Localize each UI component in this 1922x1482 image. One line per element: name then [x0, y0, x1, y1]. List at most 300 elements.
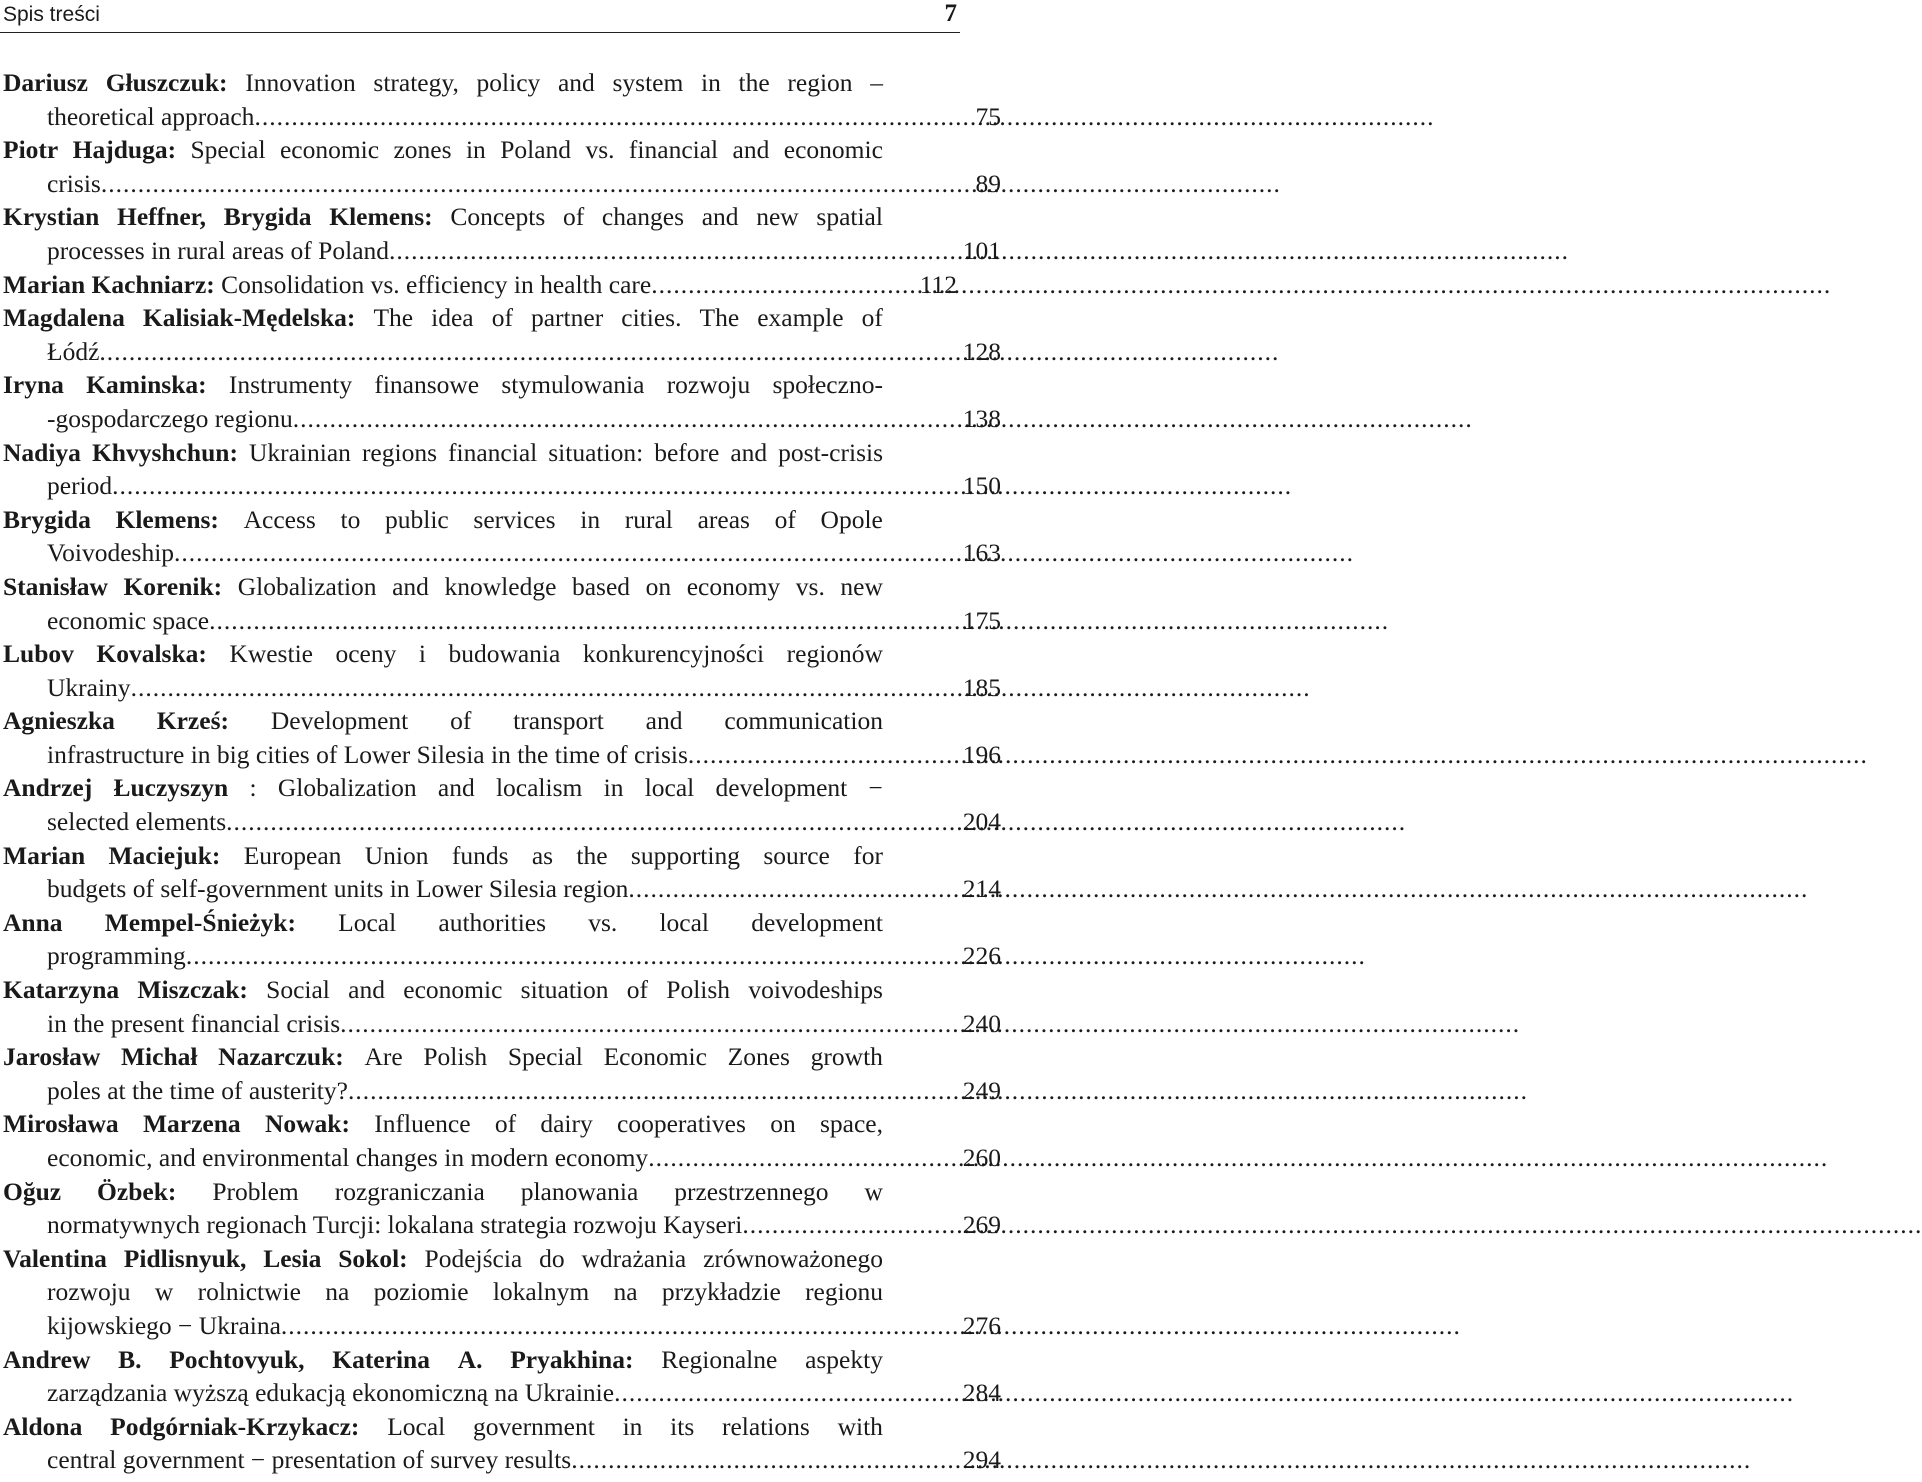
- toc-entry[interactable]: [3, 200, 1001, 267]
- toc-entry-title-word: Local: [387, 1411, 446, 1441]
- toc-entry[interactable]: [3, 704, 1001, 771]
- toc-entry-author-word: Katerina: [332, 1344, 430, 1374]
- toc-entry-title-word: Regionalne: [661, 1344, 778, 1374]
- toc-entry-first-line: [3, 771, 883, 805]
- toc-entry-title-word: aspekty: [805, 1344, 883, 1374]
- toc-entry-title-word: communication: [724, 706, 883, 736]
- toc-entry-title-word: lokalnym: [492, 1277, 590, 1307]
- toc-entry-page[interactable]: 269: [962, 1210, 1001, 1240]
- toc-entry-title-word: European: [243, 840, 342, 870]
- toc-entry-title-word: oceny: [335, 639, 397, 669]
- toc-entry-last-line: [3, 805, 1001, 839]
- toc-entry-title-word: Are: [364, 1042, 403, 1072]
- toc-entry-title: economic space: [47, 605, 210, 635]
- toc-entry-last-line: [3, 1443, 1001, 1477]
- toc-entry-title-word: space,: [819, 1109, 883, 1139]
- toc-entry[interactable]: [3, 301, 1001, 368]
- toc-entry-title-word: post-crisis: [778, 437, 883, 467]
- toc-entry-author-word: Łuczyszyn: [113, 773, 229, 803]
- toc-entry[interactable]: [3, 1343, 1001, 1410]
- toc-entry-title-word: source: [763, 840, 830, 870]
- toc-entry-author-word: Krześ:: [156, 706, 229, 736]
- toc-entry-title-word: planowania: [520, 1176, 639, 1206]
- toc-entry-last-line: [3, 536, 1001, 570]
- toc-entry-last-line: [3, 469, 1001, 503]
- toc-entry-last-line: [3, 100, 1001, 134]
- toc-entry-title-word: before: [654, 437, 720, 467]
- toc-entry-title-word: strategy,: [373, 68, 459, 97]
- dot-leader: [614, 1376, 925, 1410]
- toc-entry-title-word: knowledge: [444, 571, 557, 601]
- toc-entry-title-text: [47, 536, 174, 570]
- toc-entry-title-word: development: [715, 773, 848, 803]
- toc-entry-title-text: [47, 469, 112, 503]
- toc-entry-page[interactable]: 112: [919, 269, 957, 299]
- dot-leader: [254, 100, 925, 134]
- toc-entry-author-word: Kalisiak-Mędelska:: [142, 303, 356, 333]
- toc-entry-author-word: Nadiya: [3, 437, 81, 467]
- dot-leader: [226, 805, 925, 839]
- toc-entry-title-text: [47, 1074, 348, 1108]
- toc-entry-author-word: Krystian: [3, 202, 100, 232]
- toc-entry-title-word: of: [562, 202, 585, 232]
- toc-entry-author-word: Valentina: [3, 1243, 107, 1273]
- toc-entry[interactable]: [3, 268, 957, 302]
- toc-entry-title-word: Special: [190, 135, 266, 165]
- dot-leader: [101, 167, 925, 201]
- toc-entry-page[interactable]: 75: [975, 101, 1001, 131]
- toc-entry-title-word: economic: [783, 135, 883, 165]
- toc-entry-title: processes in rural areas of Poland: [47, 235, 390, 265]
- dot-leader: [688, 738, 925, 772]
- toc-entry-title-word: Innovation: [245, 68, 356, 97]
- toc-entry-first-line: [3, 1410, 883, 1444]
- toc-entry-title-word: Instrumenty: [228, 370, 353, 400]
- toc-entry-first-line: [3, 839, 883, 873]
- toc-entry-title-word: regions: [361, 437, 438, 467]
- toc-entry-title-text: [47, 671, 131, 705]
- toc-entry[interactable]: [3, 906, 1001, 973]
- toc-entry-title-text: [3, 268, 651, 302]
- toc-entry-first-line: [3, 200, 883, 234]
- toc-entry-title: poles at the time of austerity?: [47, 1075, 348, 1105]
- toc-entry-title-word: growth: [810, 1042, 883, 1072]
- toc-entry-last-line: [3, 1074, 1001, 1108]
- toc-entry[interactable]: [3, 1410, 1001, 1477]
- toc-entry-author-word: Özbek:: [97, 1176, 177, 1206]
- toc-entry-title: Ukrainy: [47, 672, 131, 702]
- toc-entry-page[interactable]: 240: [962, 1008, 1001, 1038]
- toc-entry-first-line: [3, 906, 883, 940]
- toc-entry-author-word: Mirosława: [3, 1109, 119, 1139]
- toc-entry-title-word: budowania: [448, 639, 561, 669]
- dot-leader: [131, 671, 925, 705]
- toc-entry-last-line: [3, 335, 1001, 369]
- toc-entry-title-word: społeczno-: [772, 370, 883, 400]
- dot-leader: [651, 268, 881, 302]
- toc-entry-title-word: and: [437, 773, 475, 803]
- toc-entry-title-word: :: [249, 773, 257, 803]
- toc-entry-title: zarządzania wyższą edukacją ekonomiczną na Ukrainie: [47, 1378, 615, 1408]
- toc-entry-author-word: Marian: [3, 840, 86, 870]
- toc-entry-title: infrastructure in big cities of Lower Silesia in the time of crisis: [47, 739, 688, 769]
- toc-entry-title-word: Podejścia: [424, 1243, 523, 1273]
- toc-entry-page[interactable]: 128: [962, 336, 1001, 366]
- toc-entry-title-word: and: [645, 706, 683, 736]
- toc-entry-title-word: rozwoju: [47, 1277, 131, 1307]
- toc-entry-author-word: Jarosław: [3, 1042, 101, 1072]
- toc-entry-last-line: [3, 234, 1001, 268]
- toc-entry-title-word: of: [494, 1109, 517, 1139]
- toc-entry-title-word: in: [701, 68, 721, 97]
- toc-entry-first-line: [3, 1040, 883, 1074]
- running-header-title: Spis treści: [3, 3, 100, 26]
- table-of-contents: [3, 66, 1001, 1477]
- toc-entry-title: Łódź: [47, 336, 100, 366]
- toc-entry-title-word: of: [450, 706, 472, 736]
- toc-entry-page[interactable]: 204: [962, 807, 1001, 837]
- toc-entry[interactable]: [3, 503, 1001, 570]
- toc-entry-title: programming: [47, 941, 186, 971]
- toc-entry-page[interactable]: 214: [962, 874, 1001, 904]
- toc-entry-title-text: [47, 1208, 742, 1242]
- toc-entry-first-line: [3, 1107, 883, 1141]
- toc-entry-title-word: poziomie: [373, 1277, 469, 1307]
- toc-entry-title-word: Globalization: [237, 571, 377, 601]
- toc-entry-page[interactable]: 294: [962, 1445, 1001, 1475]
- toc-entry-title-word: Poland: [500, 135, 572, 165]
- toc-entry-title-word: with: [837, 1411, 883, 1441]
- toc-entry-title-word: na: [325, 1277, 350, 1307]
- toc-entry-title-word: zrównoważonego: [703, 1243, 883, 1273]
- toc-entry-title: central government − presentation of survey results: [47, 1445, 572, 1475]
- toc-entry-title-word: in: [465, 135, 486, 165]
- toc-entry-page[interactable]: 284: [962, 1378, 1001, 1408]
- toc-entry-author-word: Magdalena: [3, 303, 125, 333]
- toc-entry[interactable]: [3, 1040, 1001, 1107]
- toc-entry-title-word: Zones: [727, 1042, 790, 1072]
- toc-entry-first-line: [3, 66, 883, 100]
- dot-leader: [112, 469, 925, 503]
- toc-entry-title: kijowskiego − Ukraina: [47, 1310, 281, 1340]
- toc-entry-title-word: financial: [448, 437, 538, 467]
- toc-entry-author-word: Dariusz: [3, 68, 88, 97]
- toc-entry-title-word: na: [613, 1277, 638, 1307]
- toc-entry-first-line: [3, 436, 883, 470]
- toc-entry[interactable]: [3, 66, 1001, 133]
- toc-entry-page[interactable]: 226: [962, 941, 1001, 971]
- toc-entry[interactable]: [3, 771, 1001, 838]
- toc-entry-author-word: Lubov: [3, 639, 74, 669]
- dot-leader: [186, 939, 925, 973]
- toc-entry-author: Marian Kachniarz:: [3, 269, 215, 299]
- toc-entry-title-word: The: [699, 303, 740, 333]
- toc-entry-title-word: rozgraniczania: [334, 1176, 485, 1206]
- toc-entry-title-word: on: [770, 1109, 796, 1139]
- toc-entry-title-word: i: [418, 639, 426, 669]
- toc-entry-title-word: cities.: [621, 303, 682, 333]
- toc-entry-title-word: services: [473, 504, 556, 534]
- toc-entry-first-line: [3, 1343, 883, 1377]
- toc-entry-author-word: Agnieszka: [3, 706, 115, 736]
- toc-entry-title: crisis: [47, 168, 101, 198]
- toc-entry-page[interactable]: 196: [962, 739, 1001, 769]
- toc-entry-title-word: changes: [601, 202, 685, 232]
- toc-entry-first-line: [3, 1175, 883, 1209]
- toc-entry-title-word: idea: [431, 303, 474, 333]
- toc-entry-title-text: [47, 1007, 340, 1041]
- toc-entry-title-word: funds: [451, 840, 509, 870]
- toc-entry-title-word: relations: [722, 1411, 810, 1441]
- toc-entry-last-line: [3, 1208, 1001, 1242]
- toc-entry-page[interactable]: 138: [962, 403, 1001, 433]
- toc-entry-author-word: Pryakhina:: [510, 1344, 634, 1374]
- dot-leader: [742, 1208, 925, 1242]
- toc-entry-title-word: its: [670, 1411, 695, 1441]
- toc-entry-author-word: Kaminska:: [86, 370, 207, 400]
- toc-entry-title: period: [47, 471, 113, 501]
- toc-entry-title: selected elements: [47, 807, 227, 837]
- toc-entry-page[interactable]: 260: [962, 1143, 1001, 1172]
- toc-entry-title-text: [47, 1443, 571, 1477]
- toc-entry-title-word: system: [612, 68, 684, 97]
- toc-entry-last-line: [3, 167, 1001, 201]
- toc-entry-title-word: new: [840, 571, 883, 601]
- toc-entry-title-word: example: [757, 303, 844, 333]
- toc-entry-title-word: areas: [697, 504, 750, 534]
- toc-entry-title-word: situation:: [548, 437, 644, 467]
- toc-entry-title-word: dairy: [540, 1109, 593, 1139]
- toc-entry-title-word: regionów: [786, 639, 883, 669]
- toc-entry-title-word: w: [154, 1277, 174, 1307]
- toc-entry-first-line: [3, 637, 883, 671]
- toc-entry-title-word: financial: [628, 135, 719, 165]
- toc-entry-last-line: [3, 402, 1001, 436]
- toc-entry-title-word: the: [738, 68, 770, 97]
- toc-entry-title: theoretical approach: [47, 101, 255, 131]
- toc-entry-title-word: wdrażania: [581, 1243, 687, 1273]
- toc-entry-author-word: Andrew: [3, 1344, 91, 1374]
- toc-entry[interactable]: [3, 839, 1001, 906]
- toc-entry-title-word: of: [774, 504, 796, 534]
- toc-entry-author-word: Brygida: [223, 202, 312, 232]
- toc-entry-last-line: [3, 604, 1001, 638]
- toc-entry-title-word: Development: [270, 706, 409, 736]
- toc-entry-author-word: Kovalska:: [96, 639, 207, 669]
- toc-entry-title-word: Opole: [820, 504, 883, 534]
- toc-entry-title-word: partner: [530, 303, 604, 333]
- toc-entry-title-word: based: [571, 571, 631, 601]
- toc-entry-title-word: –: [870, 68, 883, 97]
- toc-entry-title-text: [47, 167, 101, 201]
- toc-entry-title-word: policy: [476, 68, 541, 97]
- toc-entry-title-word: in: [603, 773, 624, 803]
- toc-entry-author-word: Pochtovyuk,: [169, 1344, 305, 1374]
- toc-entry-title-word: −: [868, 773, 883, 803]
- toc-entry-first-line: [3, 973, 883, 1007]
- toc-entry-author-word: Oğuz: [3, 1176, 62, 1206]
- toc-entry-title-word: vs.: [588, 907, 618, 937]
- toc-entry-title-word: voivodeships: [748, 975, 883, 1005]
- toc-entry[interactable]: [3, 973, 1001, 1040]
- toc-entry-title: budgets of self-government units in Lower Silesia region: [47, 874, 629, 904]
- toc-entry-page[interactable]: 276: [962, 1310, 1001, 1340]
- toc-entry-author-word: Lesia: [263, 1243, 322, 1273]
- toc-entry[interactable]: [3, 133, 1001, 200]
- toc-entry-title-word: Economic: [603, 1042, 707, 1072]
- toc-entry-last-line: [3, 872, 1001, 906]
- toc-entry-author-word: Aldona: [3, 1411, 83, 1441]
- toc-entry-title-word: economic: [403, 975, 503, 1005]
- toc-entry-page[interactable]: 249: [962, 1075, 1001, 1105]
- toc-entry-title-word: supporting: [630, 840, 740, 870]
- toc-entry-title-word: do: [539, 1243, 565, 1273]
- toc-entry[interactable]: [3, 637, 1001, 704]
- toc-entry-title-word: rozwoju: [666, 370, 751, 400]
- toc-entry-author-word: Stanisław: [3, 571, 108, 601]
- toc-entry-first-line: [3, 301, 883, 335]
- toc-entry-author-word: A.: [457, 1344, 483, 1374]
- toc-entry-title-word: of: [626, 975, 649, 1005]
- toc-entry-title-word: zones: [393, 135, 452, 165]
- toc-entry-title-word: vs.: [585, 135, 615, 165]
- toc-entry-first-line: [3, 1242, 883, 1276]
- toc-entry-title-word: Polish: [423, 1042, 488, 1072]
- toc-entry-title-word: in: [580, 504, 601, 534]
- toc-entry-title-text: [47, 402, 293, 436]
- toc-entry-author-word: Klemens:: [329, 202, 433, 232]
- toc-entry-author-word: Brygida: [3, 504, 91, 534]
- toc-entry-title-word: finansowe: [374, 370, 480, 400]
- toc-entry-page[interactable]: 185: [962, 672, 1001, 702]
- toc-entry-author-word: Korenik:: [123, 571, 223, 601]
- toc-entry-title-text: [47, 805, 226, 839]
- toc-entry-title: in the present financial crisis: [47, 1008, 341, 1038]
- toc-entry-title-word: Ukrainian: [248, 437, 351, 467]
- dot-leader: [628, 872, 925, 906]
- toc-entry-title-word: and: [730, 437, 768, 467]
- toc-entry[interactable]: [3, 1107, 1001, 1174]
- toc-entry-title-word: spatial: [816, 202, 883, 232]
- toc-entry-title: Voivodeship: [47, 538, 175, 568]
- toc-entry-title-word: localism: [495, 773, 583, 803]
- toc-entry-title-word: the: [576, 840, 608, 870]
- toc-entry-author-word: Pidlisnyuk,: [123, 1243, 247, 1273]
- toc-entry[interactable]: [3, 1175, 1001, 1242]
- toc-entry[interactable]: [3, 368, 1001, 435]
- toc-entry-page[interactable]: 175: [962, 605, 1001, 635]
- dot-leader: [293, 402, 925, 436]
- toc-entry-title-word: Union: [364, 840, 429, 870]
- dot-leader: [648, 1141, 925, 1175]
- toc-entry-author-word: Klemens:: [115, 504, 219, 534]
- toc-entry-page[interactable]: 150: [962, 471, 1001, 501]
- toc-entry-title-word: Social: [266, 975, 330, 1005]
- toc-entry-title-word: vs.: [795, 571, 825, 601]
- toc-entry-author-word: Marzena: [142, 1109, 241, 1139]
- toc-entry-title-word: in: [622, 1411, 643, 1441]
- toc-entry-title-word: przestrzennego: [674, 1176, 829, 1206]
- toc-entry-title-word: transport: [513, 706, 604, 736]
- page-number: 7: [944, 0, 957, 27]
- toc-entry-title-word: economic: [279, 135, 380, 165]
- dot-leader: [571, 1443, 925, 1477]
- toc-entry-author-word: Mempel-Śnieżyk:: [104, 907, 296, 937]
- toc-entry-author-word: Nowak:: [264, 1109, 350, 1139]
- toc-entry-author-word: Nazarczuk:: [218, 1042, 344, 1072]
- toc-entry[interactable]: [3, 1242, 1001, 1343]
- toc-entry[interactable]: [3, 570, 1001, 637]
- toc-entry-title: economic, and environmental changes in modern economy: [47, 1143, 649, 1172]
- toc-entry-author-word: Piotr: [3, 135, 59, 165]
- toc-entry-title-word: and: [701, 202, 739, 232]
- toc-entry-author-word: Heffner,: [117, 202, 207, 232]
- toc-entry-title-word: Problem: [212, 1176, 299, 1206]
- toc-entry-title-word: and: [392, 571, 429, 601]
- toc-entry-title-word: Polish: [666, 975, 731, 1005]
- dot-leader: [340, 1007, 925, 1041]
- toc-entry-author-word: Andrzej: [3, 773, 93, 803]
- toc-entry-title-word: and: [557, 68, 595, 97]
- toc-entry-title-word: konkurencyjności: [582, 639, 765, 669]
- toc-entry-title-text: [47, 100, 254, 134]
- toc-entry-title-word: new: [756, 202, 799, 232]
- toc-entry-title-word: for: [853, 840, 883, 870]
- toc-entry-page[interactable]: 163: [962, 538, 1001, 568]
- toc-entry-title-word: regionu: [805, 1277, 883, 1307]
- dot-leader: [209, 604, 925, 638]
- toc-entry-title-text: [47, 335, 99, 369]
- toc-entry-title-word: cooperatives: [617, 1109, 746, 1139]
- toc-entry-author-word: Podgórniak-Krzykacz:: [110, 1411, 360, 1441]
- toc-entry-last-line: [3, 1007, 1001, 1041]
- dot-leader: [174, 536, 925, 570]
- dot-leader: [99, 335, 925, 369]
- toc-entry-title-word: local: [659, 907, 710, 937]
- toc-entry-last-line: [3, 671, 1001, 705]
- toc-entry-title-word: and: [732, 135, 770, 165]
- toc-entry-last-line: [3, 939, 1001, 973]
- toc-entry-author-word: Głuszczuk:: [105, 68, 228, 97]
- toc-entry-author-word: Katarzyna: [3, 975, 120, 1005]
- toc-entry-title-word: Kwestie: [229, 639, 313, 669]
- toc-entry-page[interactable]: 89: [975, 168, 1001, 198]
- toc-entry-title-word: as: [531, 840, 554, 870]
- toc-entry[interactable]: [3, 436, 1001, 503]
- toc-entry-last-line: [3, 1141, 1001, 1175]
- toc-entry-author-word: Miszczak:: [137, 975, 248, 1005]
- toc-entry-first-line: [3, 704, 883, 738]
- toc-entry-first-line: [3, 133, 883, 167]
- toc-entry-page[interactable]: 101: [962, 235, 1001, 265]
- toc-entry-author-word: Michał: [120, 1042, 198, 1072]
- running-header: [0, 0, 960, 33]
- toc-entry-title-word: economy: [686, 571, 781, 601]
- toc-entry-title-word: authorities: [438, 907, 547, 937]
- toc-entry-title-word: public: [385, 504, 449, 534]
- dot-leader: [348, 1074, 925, 1108]
- toc-entry-first-line: [3, 570, 883, 604]
- toc-entry-title-word: Access: [243, 504, 316, 534]
- toc-entry-title-word: stymulowania: [501, 370, 645, 400]
- toc-entry-title-word: government: [473, 1411, 595, 1441]
- toc-entry-author-word: Maciejuk:: [108, 840, 221, 870]
- toc-entry-title-word: and: [348, 975, 385, 1005]
- toc-entry-last-line: [3, 1376, 1001, 1410]
- toc-entry-title-text: [47, 234, 389, 268]
- toc-entry-title-word: Local: [338, 907, 397, 937]
- toc-entry-title-text: [47, 872, 628, 906]
